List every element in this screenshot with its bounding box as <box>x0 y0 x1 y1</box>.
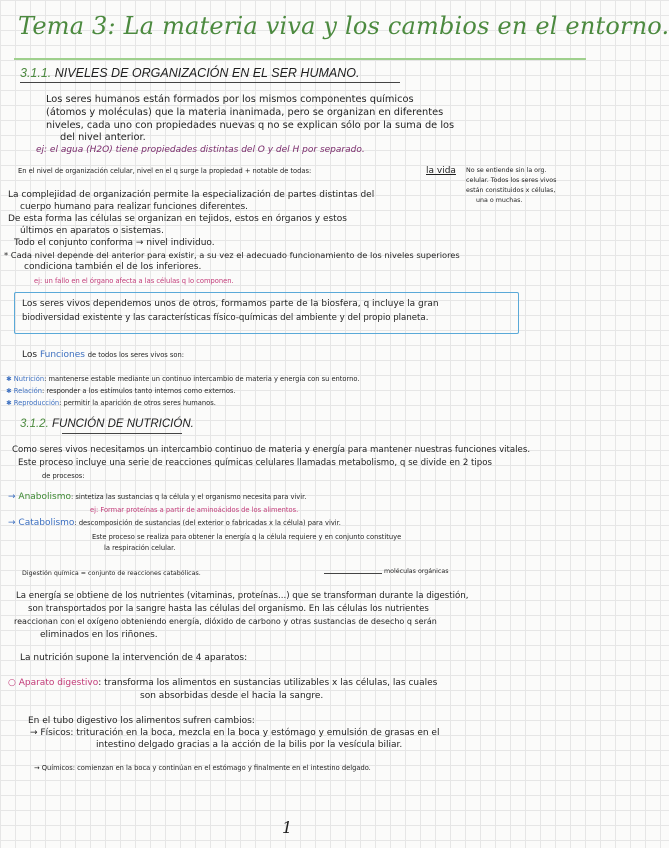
section-heading-underline <box>62 433 182 434</box>
side-note: están constituidos x células, <box>466 187 556 194</box>
text-line: cuerpo humano para realizar funciones diferentes. <box>20 202 248 212</box>
term-label: → Físicos <box>30 728 71 738</box>
functions-keyword: Funciones <box>39 350 85 360</box>
text-line: De esta forma las células se organizan en tejidos, estos en órganos y estos <box>8 214 347 224</box>
fisicos-line <box>30 727 439 740</box>
title-underline <box>14 58 586 60</box>
text-line: Este proceso se realiza para obtener la energía q la célula requiere y en conjunto constituye <box>92 533 402 541</box>
quimicos-line <box>34 763 371 773</box>
text-line: La energía se obtiene de los nutrientes (vitaminas, proteínas...) que se transforman durante la digestión, <box>16 591 469 601</box>
section-heading-1 <box>20 66 359 80</box>
text-line: reaccionan con el oxígeno obteniendo energía, dióxido de carbono y otras sustancias de desecho q serán <box>14 617 437 626</box>
text-line: condiciona también el de los inferiores. <box>24 262 202 272</box>
text-line: (átomos y moléculas) que la materia inanimada, pero se organizan en diferentes <box>46 107 444 118</box>
section-number: 3.1.1. <box>20 66 52 80</box>
text-line: son transportados por la sangre hasta las células del organismo. En las células los nutrientes <box>28 604 429 614</box>
term-text: : descomposición de sustancias (del exterior o fabricadas x la célula) para vivir. <box>74 519 341 527</box>
function-text: : mantenerse estable mediante un continuo intercambio de materia y energía con su entorno. <box>44 375 360 383</box>
digestion-line: Digestión química = conjunto de reacciones catabólicas. <box>22 570 201 577</box>
text-line: La nutrición supone la intervención de 4 aparatos: <box>20 653 248 663</box>
function-label: Nutrición <box>13 375 45 383</box>
function-item: ✱ Relación: responder a los estímulos tanto internos como externos. <box>6 387 236 395</box>
function-text: : permitir la aparición de otros seres humanos. <box>59 399 216 407</box>
section-heading-2 <box>20 418 194 430</box>
text-line: la respiración celular. <box>104 544 176 552</box>
example-note: ej: el agua (H2O) tiene propiedades distintas del O y del H por separado. <box>36 145 365 155</box>
page-title: Tema 3: La materia viva y los cambios en el entorno. <box>18 12 669 40</box>
catabolismo-line: → Catabolismo: descomposición de sustancias (del exterior o fabricadas x la célula) para vivir. <box>8 518 341 528</box>
term-text: : transforma los alimentos en sustancias utilizables x las células, las cuales <box>98 678 438 688</box>
function-label: Reproducción <box>13 399 60 407</box>
anabolismo-line: → Anabolismo: sintetiza las sustancias q la célula y el organismo necesita para vivir. <box>8 492 307 502</box>
text-line: En el nivel de organización celular, nivel en el q surge la propiedad + notable de todas: <box>18 167 312 175</box>
box-text-line: Los seres vivos dependemos unos de otros, formamos parte de la biosfera, q incluye la gran <box>22 299 439 309</box>
function-item: ✱ Nutrición: mantenerse estable mediante un continuo intercambio de materia y energía con su entorno. <box>6 375 360 383</box>
text-line: eliminados en los riñones. <box>40 630 158 640</box>
term-text: : sintetiza las sustancias q la célula y el organismo necesita para vivir. <box>70 493 307 501</box>
highlight-word: la vida <box>426 166 456 176</box>
example-note: ej: Formar proteínas a partir de aminoácidos de los alimentos. <box>90 506 299 514</box>
term-text: : comienzan en la boca y continúan en el estómago y finalmente en el intestino delgado. <box>72 764 371 772</box>
functions-intro <box>22 349 184 362</box>
side-note: No se entiende sin la org. <box>466 167 547 174</box>
text-line: * Cada nivel depende del anterior para existir, a su vez el adecuado funcionamiento de los niveles superiores <box>4 250 460 260</box>
text-line: Como seres vivos necesitamos un intercambio continuo de materia y energía para mantener nuestras funciones vitales. <box>12 445 531 455</box>
term-text: : trituración en la boca, mezcla en la boca y estómago y emulsión de grasas en el <box>70 728 440 738</box>
text-line: En el tubo digestivo los alimentos sufren cambios: <box>28 716 255 726</box>
text-line: son absorbidas desde el hacia la sangre. <box>140 691 324 701</box>
section-title: FUNCIÓN DE NUTRICIÓN. <box>51 418 194 430</box>
side-note: moléculas orgánicas <box>384 568 449 575</box>
text-line: Todo el conjunto conforma → nivel individuo. <box>14 238 215 248</box>
text-line: del nivel anterior. <box>60 132 146 143</box>
term-label: Catabolismo <box>18 518 75 528</box>
example-note: ej: un fallo en el órgano afecta a las células q lo componen. <box>34 277 234 285</box>
section-number: 3.1.2. <box>20 418 49 430</box>
text-line: Este proceso incluye una serie de reacciones químicas celulares llamadas metabolismo, q se divide en 2 tipos <box>18 458 492 468</box>
side-note: una o muchas. <box>476 197 523 204</box>
function-text: : responder a los estímulos tanto internos como externos. <box>42 387 236 395</box>
page-number: 1 <box>282 818 293 837</box>
box-text-line: biodiversidad existente y las características físico-químicas del ambiente y del propio planeta. <box>22 313 429 323</box>
term-label: Aparato digestivo <box>18 678 99 688</box>
function-item: ✱ Reproducción: permitir la aparición de otros seres humanos. <box>6 399 216 407</box>
side-note: celular. Todos los seres vivos <box>466 177 557 184</box>
arrow-line <box>324 573 382 574</box>
functions-intro-pre: Los <box>22 350 38 360</box>
functions-intro-post: de todos los seres vivos son: <box>87 351 184 359</box>
function-label: Relación <box>13 387 43 395</box>
term-label: Anabolismo <box>18 492 71 502</box>
text-line: La complejidad de organización permite la especialización de partes distintas del <box>8 190 375 200</box>
text-line: últimos en aparatos o sistemas. <box>20 226 164 236</box>
aparato-line: ○ Aparato digestivo: transforma los alimentos en sustancias utilizables x las células, las cuales <box>8 678 438 688</box>
term-label: → Químicos <box>34 764 73 772</box>
section-heading-underline <box>20 82 400 83</box>
section-title: NIVELES DE ORGANIZACIÓN EN EL SER HUMANO. <box>54 66 360 80</box>
text-line: Los seres humanos están formados por los mismos componentes químicos <box>46 94 414 105</box>
text-line: intestino delgado gracias a la acción de la bilis por la vesícula biliar. <box>96 740 403 750</box>
text-line: de procesos: <box>42 472 85 480</box>
text-line: niveles, cada uno con propiedades nuevas q no se explican sólo por la suma de los <box>46 120 455 131</box>
